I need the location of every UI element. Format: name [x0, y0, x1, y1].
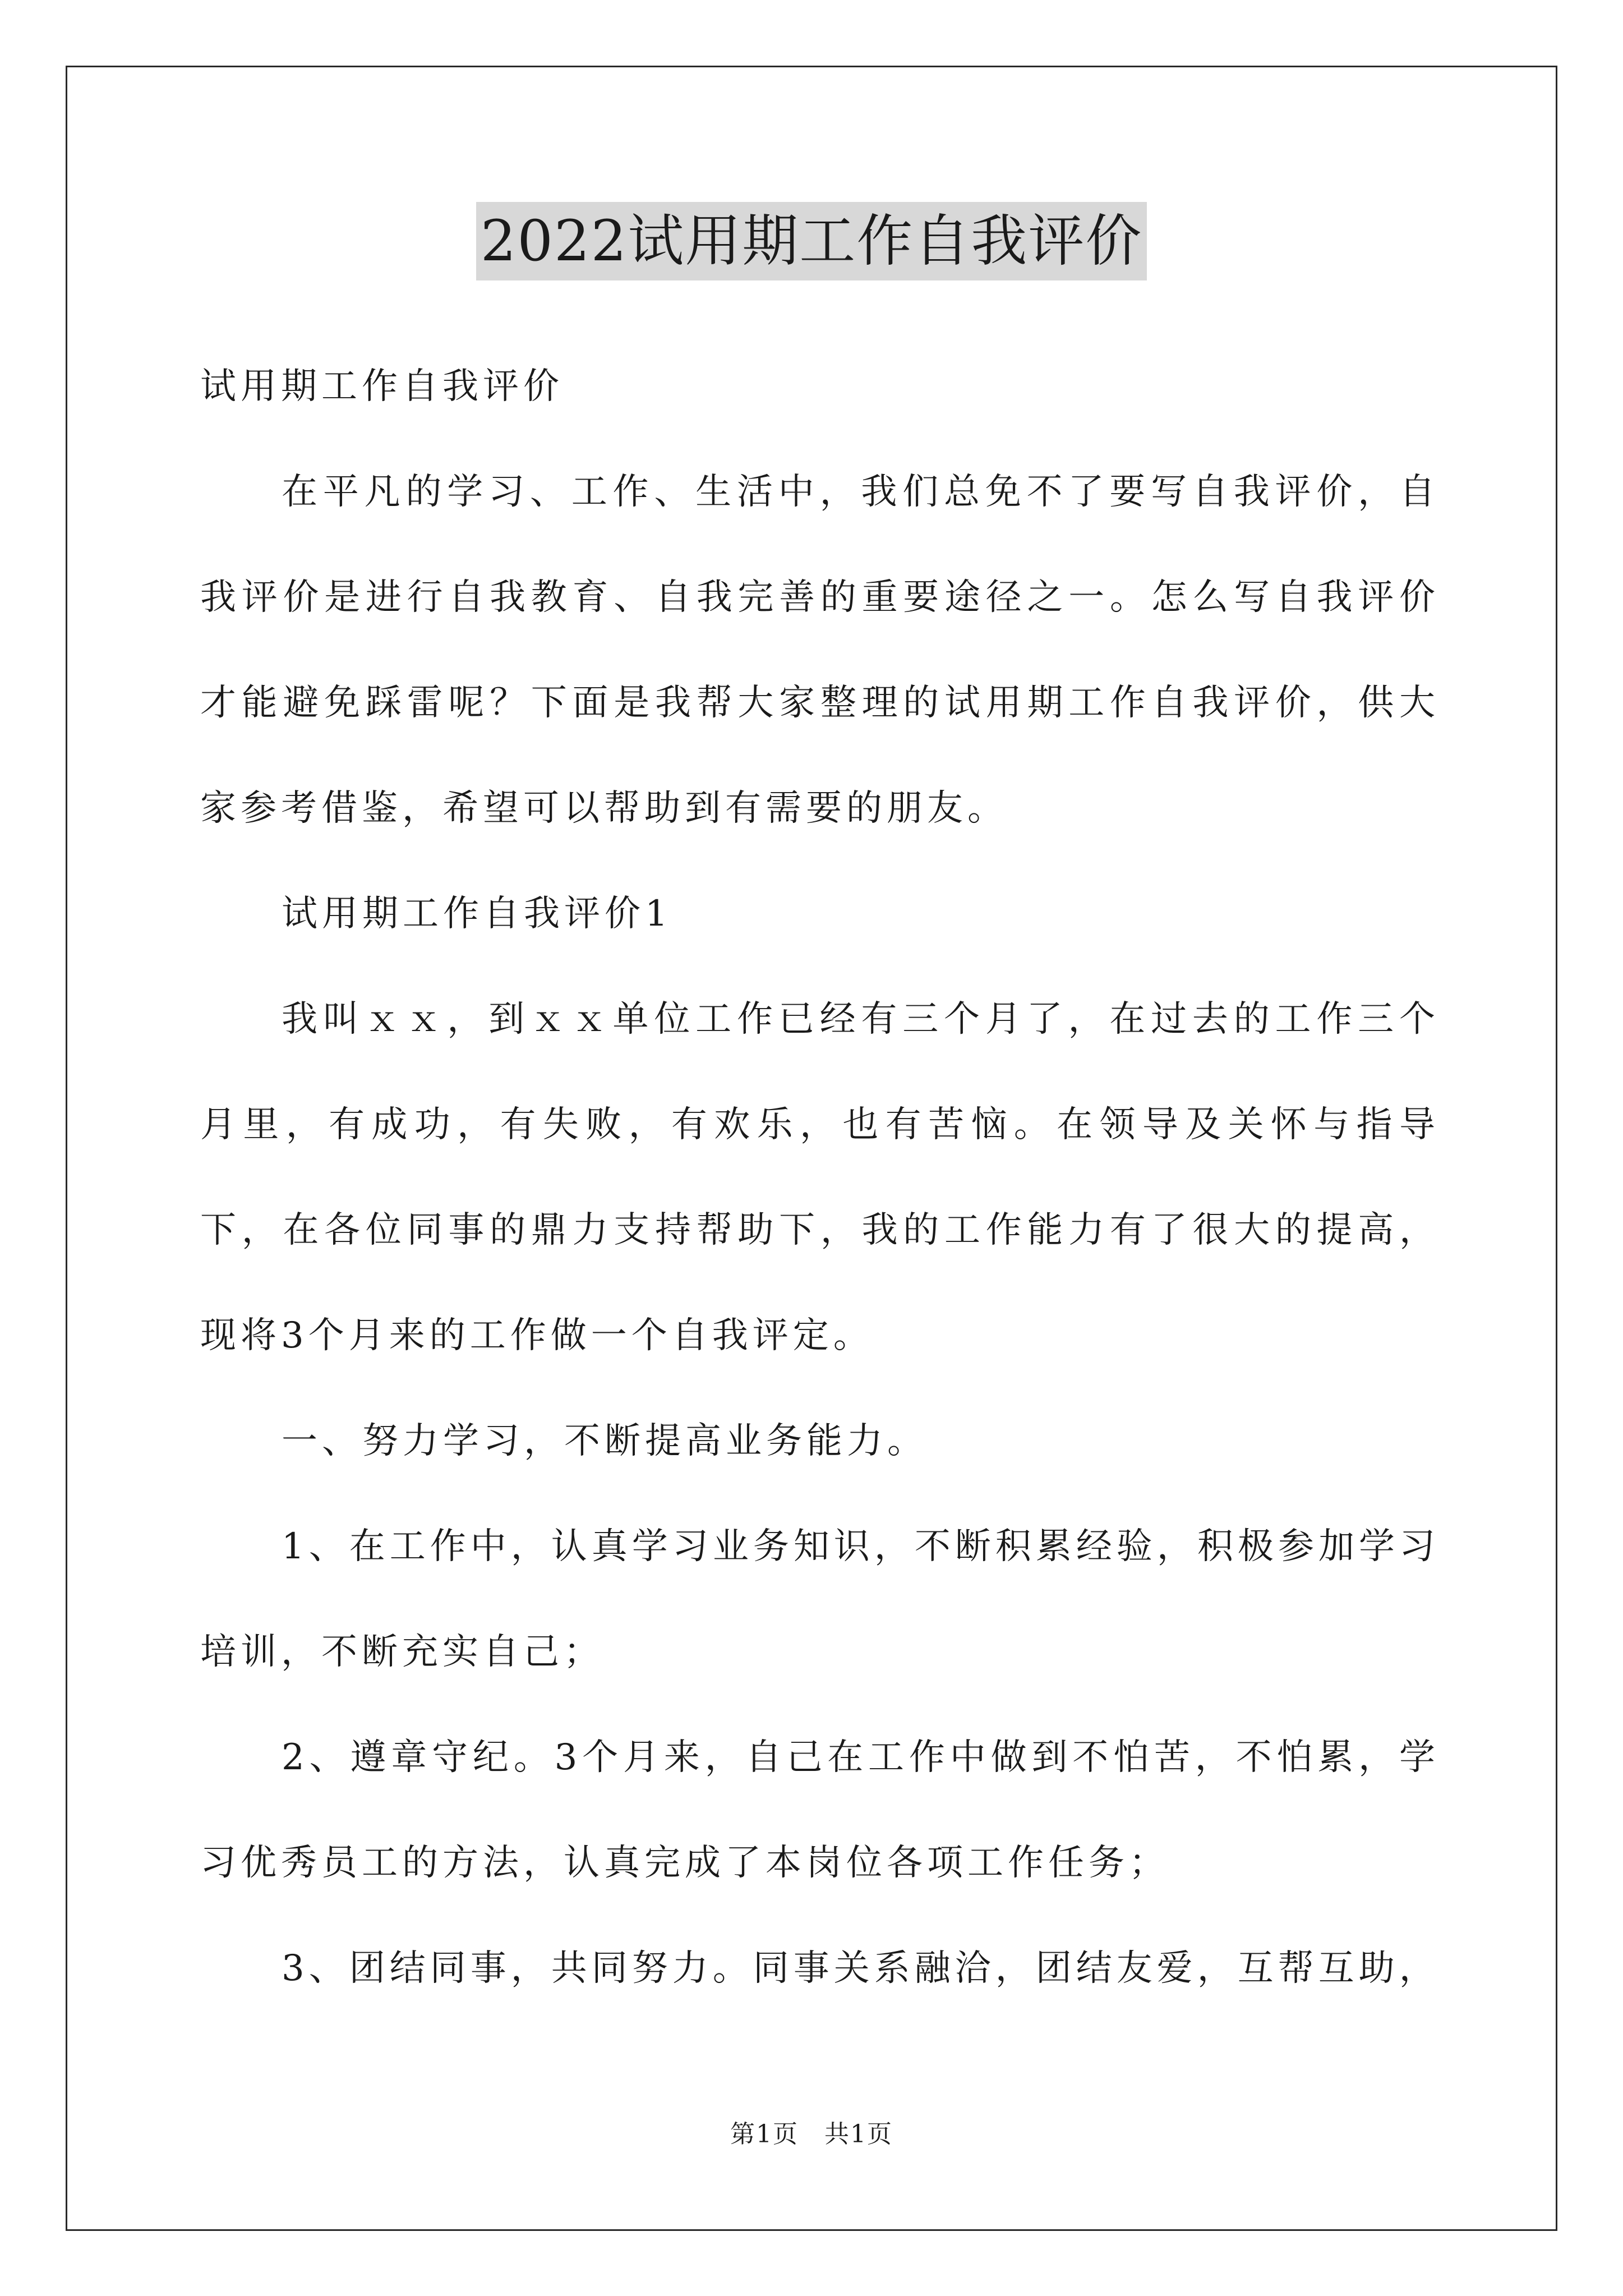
- document-title: 2022试用期工作自我评价: [476, 202, 1147, 280]
- paragraph-self-intro: 我叫ｘｘ，到ｘｘ单位工作已经有三个月了，在过去的工作三个月里，有成功，有失败，有欢乐，也有苦恼。在领导及关怀与指导下，在各位同事的鼎力支持帮助下，我的工作能力有了很大的提高，现将3个月来的工作做一个自我评定。: [200, 999, 1440, 1356]
- paragraph-subtitle: 试用期工作自我评价: [200, 366, 564, 407]
- document-body: [200, 334, 1440, 2021]
- paragraph-item-2: 2、遵章守纪。3个月来，自己在工作中做到不怕苦，不怕累，学习优秀员工的方法，认真完成了本岗位各项工作任务；: [200, 1737, 1440, 1884]
- paragraph-intro: 在平凡的学习、工作、生活中，我们总免不了要写自我评价，自我评价是进行自我教育、自我完善的重要途径之一。怎么写自我评价才能避免踩雷呢？下面是我帮大家整理的试用期工作自我评价，供大家参考借鉴，希望可以帮助到有需要的朋友。: [200, 471, 1440, 829]
- paragraph-item-3: 3、团结同事，共同努力。同事关系融洽，团结友爱，互帮互助，: [282, 1948, 1440, 1989]
- title-container: [0, 202, 1623, 280]
- paragraph-item-1: 1、在工作中，认真学习业务知识，不断积累经验，积极参加学习培训，不断充实自己；: [200, 1526, 1440, 1673]
- page-number-footer: 第1页 共1页: [730, 2120, 893, 2148]
- paragraph-section-heading: 试用期工作自我评价1: [282, 893, 672, 935]
- paragraph-point-heading: 一、努力学习，不断提高业务能力。: [282, 1420, 928, 1462]
